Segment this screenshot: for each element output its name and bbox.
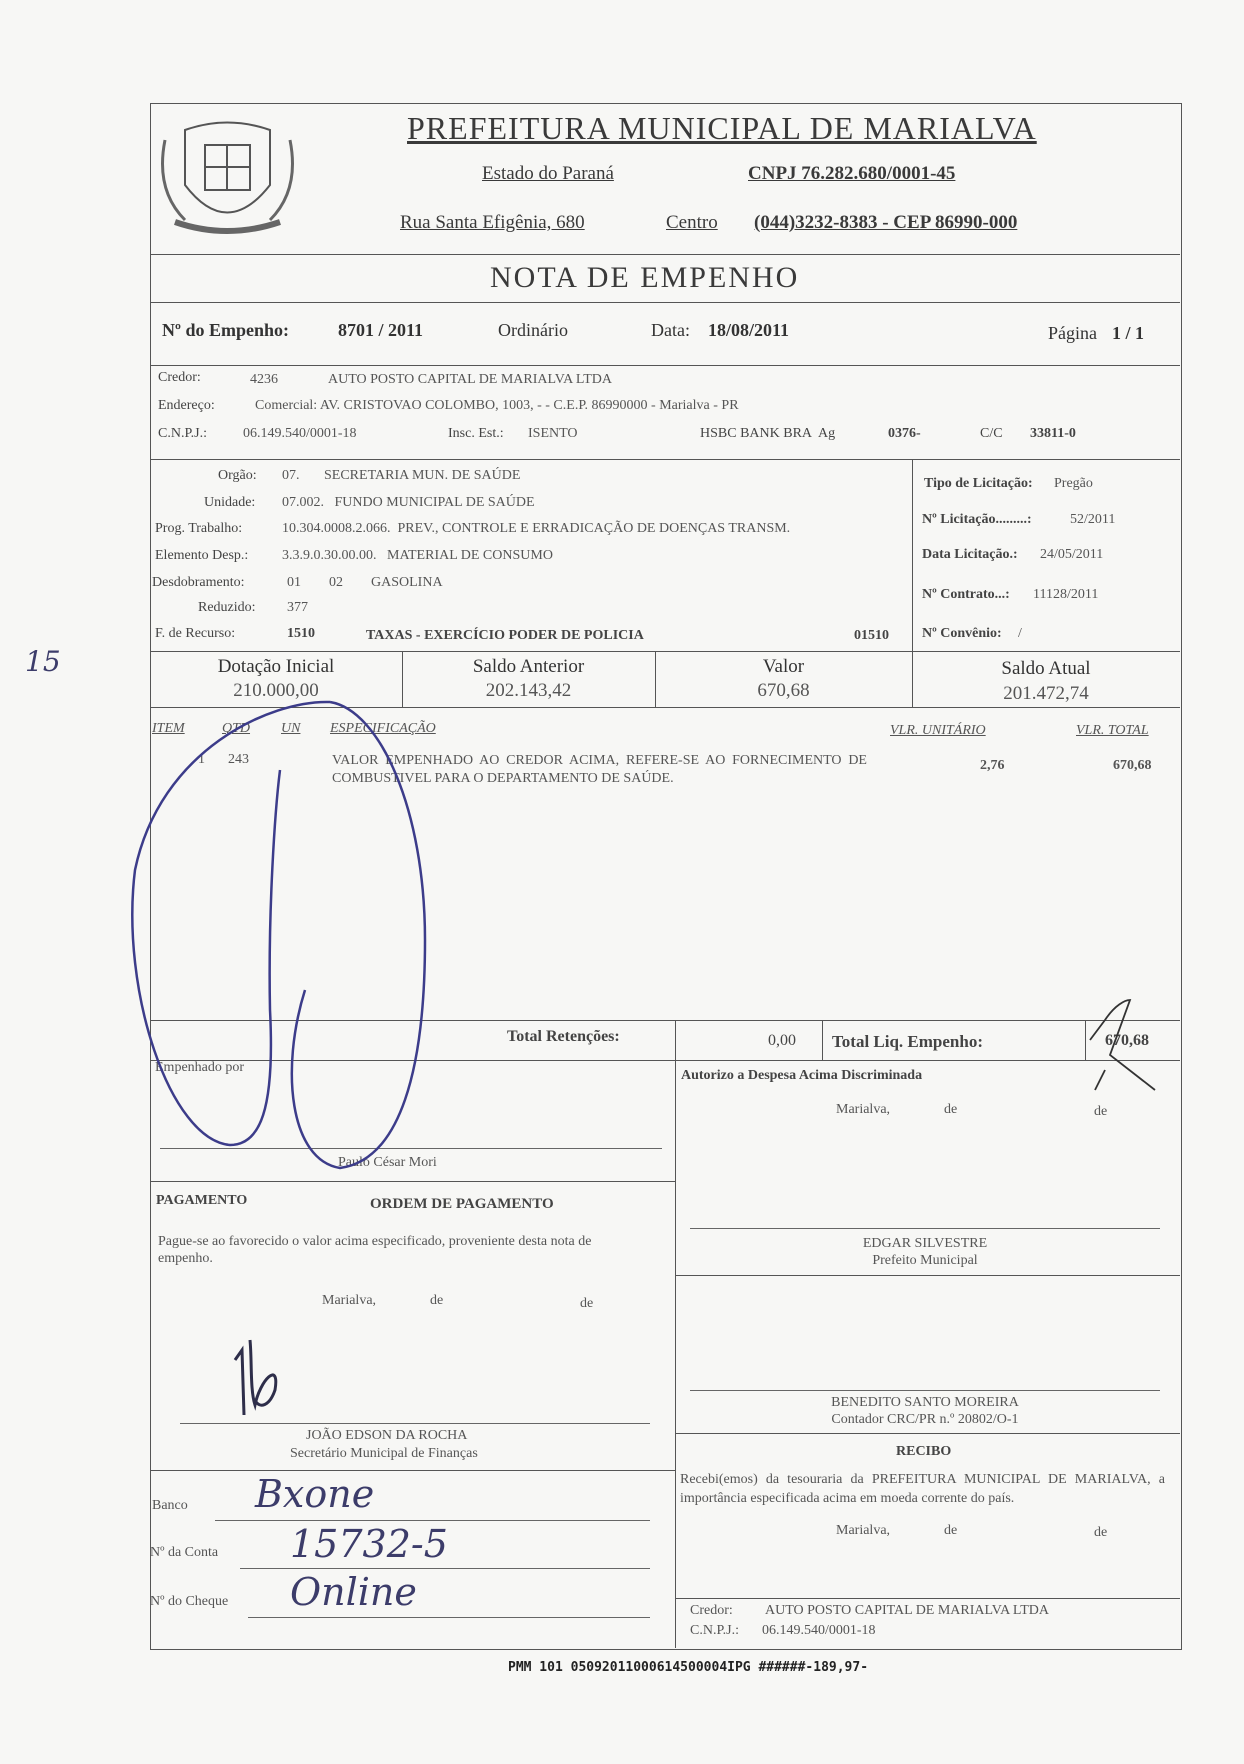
credor-name: AUTO POSTO CAPITAL DE MARIALVA LTDA bbox=[328, 372, 612, 387]
desdobramento-label: Desdobramento: bbox=[152, 575, 245, 590]
recibo-credor-label: Credor: bbox=[690, 1603, 733, 1618]
saldo-atual-value: 201.472,74 bbox=[1003, 683, 1089, 704]
valor-label: Valor bbox=[762, 656, 805, 677]
tipo-licitacao-value: Pregão bbox=[1054, 476, 1093, 491]
empenho-date: 18/08/2011 bbox=[708, 320, 790, 340]
margin-note: 15 bbox=[25, 645, 61, 678]
recurso-value: 1510 bbox=[287, 626, 315, 641]
agency-value: 0376- bbox=[888, 426, 921, 441]
account-label: C/C bbox=[980, 426, 1003, 441]
coat-of-arms-icon bbox=[155, 110, 300, 250]
credor-cnpj: 06.149.540/0001-18 bbox=[243, 426, 357, 441]
header-state: Estado do Paraná bbox=[482, 163, 614, 184]
pagamento-de1: de bbox=[430, 1293, 444, 1308]
empenhado-name: Paulo César Mori bbox=[338, 1155, 437, 1170]
unidade-label: Unidade: bbox=[204, 495, 256, 510]
ordem-pagamento-label: ORDEM DE PAGAMENTO bbox=[370, 1196, 554, 1212]
joao-edson-role: Secretário Municipal de Finanças bbox=[290, 1446, 478, 1461]
empenho-date-label: Data: bbox=[651, 320, 690, 340]
prog-label: Prog. Trabalho: bbox=[155, 521, 243, 536]
saldo-atual-label: Saldo Atual bbox=[1001, 658, 1091, 679]
recibo-cnpj-value: 06.149.540/0001-18 bbox=[762, 1623, 876, 1638]
doc-title: NOTA DE EMPENHO bbox=[490, 261, 800, 294]
liq-value: 670,68 bbox=[1105, 1032, 1149, 1049]
empenhado-label: Empenhado por bbox=[155, 1060, 245, 1075]
joao-edson-name: JOÃO EDSON DA ROCHA bbox=[306, 1428, 468, 1443]
page-label: Página bbox=[1048, 323, 1097, 343]
header-cnpj: CNPJ 76.282.680/0001-45 bbox=[748, 163, 956, 184]
convenio-label: Nº Convênio: bbox=[922, 626, 1002, 641]
header-title: PREFEITURA MUNICIPAL DE MARIALVA bbox=[407, 110, 1037, 146]
credor-code: 4236 bbox=[250, 372, 278, 387]
num-licitacao-label: Nº Licitação.........: bbox=[922, 512, 1032, 527]
account-value: 33811-0 bbox=[1030, 426, 1076, 441]
col-vlr-total: VLR. TOTAL bbox=[1076, 723, 1149, 738]
empenho-number: 8701 / 2011 bbox=[338, 320, 424, 340]
row-qtd: 243 bbox=[228, 752, 249, 767]
prog-value: 10.304.0008.2.066. PREV., CONTROLE E ERRADICAÇÃO DE DOENÇAS TRANSM. bbox=[282, 521, 791, 536]
credor-label: Credor: bbox=[158, 370, 201, 385]
recibo-credor-value: AUTO POSTO CAPITAL DE MARIALVA LTDA bbox=[765, 1603, 1049, 1618]
cheque-value: Online bbox=[290, 1570, 417, 1614]
num-licitacao-value: 52/2011 bbox=[1070, 512, 1116, 527]
valor-value: 670,68 bbox=[757, 680, 810, 701]
check-mark-icon bbox=[1085, 995, 1160, 1095]
prefeito-role: Prefeito Municipal bbox=[872, 1253, 978, 1268]
initials-signature-icon bbox=[220, 1320, 300, 1420]
dotacao-inicial-label: Dotação Inicial bbox=[217, 656, 335, 677]
tipo-licitacao-label: Tipo de Licitação: bbox=[924, 476, 1033, 491]
agency-label: Ag bbox=[818, 426, 836, 441]
recibo-cnpj-label: C.N.P.J.: bbox=[690, 1623, 740, 1638]
credor-address: Comercial: AV. CRISTOVAO COLOMBO, 1003, - - C.E.P. 86990000 - Marialva - PR bbox=[255, 398, 739, 413]
elemento-label: Elemento Desp.: bbox=[155, 548, 249, 563]
saldo-anterior-value: 202.143,42 bbox=[485, 680, 572, 701]
reduzido-value: 377 bbox=[287, 600, 308, 615]
col-qtd: QTD bbox=[222, 721, 251, 736]
convenio-value: / bbox=[1018, 626, 1022, 641]
header-phone-cep: (044)3232-8383 - CEP 86990-000 bbox=[754, 212, 1018, 233]
recurso-code: 01510 bbox=[854, 628, 889, 643]
empenho-type: Ordinário bbox=[498, 320, 568, 340]
insc-value: ISENTO bbox=[528, 426, 578, 441]
credor-cnpj-label: C.N.P.J.: bbox=[158, 426, 208, 441]
row-total: 670,68 bbox=[1113, 758, 1152, 773]
recibo-label: RECIBO bbox=[896, 1444, 952, 1459]
conta-value: 15732-5 bbox=[290, 1522, 448, 1566]
recibo-de2: de bbox=[1094, 1525, 1108, 1540]
contador-name: BENEDITO SANTO MOREIRA bbox=[831, 1395, 1019, 1410]
retencoes-value: 0,00 bbox=[768, 1032, 796, 1049]
pagamento-place: Marialva, bbox=[322, 1293, 377, 1308]
header-district: Centro bbox=[666, 212, 718, 233]
address-label: Endereço: bbox=[158, 398, 215, 413]
recibo-de1: de bbox=[944, 1523, 958, 1538]
row-desc: VALOR EMPENHADO AO CREDOR ACIMA, REFERE-SE AO FORNECIMENTO DE COMBUSTIVEL PARA O DEPARTAMENTO DE SAÚDE. bbox=[332, 753, 867, 786]
contador-role: Contador CRC/PR n.º 20802/O-1 bbox=[831, 1412, 1019, 1427]
data-licitacao-label: Data Licitação.: bbox=[922, 547, 1018, 562]
bank-name: HSBC BANK BRA bbox=[700, 426, 813, 441]
pagamento-text: Pague-se ao favorecido o valor acima especificado, proveniente desta nota de empenho. bbox=[158, 1234, 592, 1266]
recibo-place: Marialva, bbox=[836, 1523, 891, 1538]
autorizo-de2: de bbox=[1094, 1104, 1108, 1119]
liq-label: Total Liq. Empenho: bbox=[832, 1032, 983, 1051]
autorizo-place: Marialva, bbox=[836, 1102, 891, 1117]
saldo-anterior-label: Saldo Anterior bbox=[472, 656, 585, 677]
col-un: UN bbox=[281, 721, 301, 736]
row-unit: 2,76 bbox=[980, 758, 1005, 773]
footer-code: PMM 101 05092011000614500004IPG ######-189,97- bbox=[508, 1660, 869, 1675]
orgao-value: 07. SECRETARIA MUN. DE SAÚDE bbox=[282, 468, 521, 483]
desdobramento-value: 01 02 GASOLINA bbox=[287, 575, 443, 590]
pagamento-de2: de bbox=[580, 1296, 594, 1311]
empenho-label: Nº do Empenho: bbox=[162, 320, 289, 340]
recibo-text: Recebi(emos) da tesouraria da PREFEITURA MUNICIPAL DE MARIALVA, a importância especificada acima em moeda corrente do país. bbox=[680, 1472, 1165, 1506]
pagamento-label: PAGAMENTO bbox=[156, 1193, 248, 1208]
data-licitacao-value: 24/05/2011 bbox=[1040, 547, 1104, 562]
col-vlr-unitario: VLR. UNITÁRIO bbox=[890, 723, 986, 738]
contrato-value: 11128/2011 bbox=[1033, 587, 1099, 602]
header-street: Rua Santa Efigênia, 680 bbox=[400, 212, 585, 233]
autorizo-label: Autorizo a Despesa Acima Discriminada bbox=[681, 1068, 923, 1083]
reduzido-label: Reduzido: bbox=[198, 600, 256, 615]
autorizo-de1: de bbox=[944, 1102, 958, 1117]
conta-label: Nº da Conta bbox=[150, 1545, 219, 1560]
retencoes-label: Total Retenções: bbox=[507, 1028, 620, 1045]
recurso-desc: TAXAS - EXERCÍCIO PODER DE POLICIA bbox=[366, 628, 644, 643]
banco-value: Bxone bbox=[255, 1472, 375, 1516]
cheque-label: Nº do Cheque bbox=[150, 1594, 229, 1609]
page-number: 1 / 1 bbox=[1112, 323, 1145, 343]
orgao-label: Orgão: bbox=[218, 468, 257, 483]
recurso-label: F. de Recurso: bbox=[155, 626, 236, 641]
contrato-label: Nº Contrato...: bbox=[922, 587, 1010, 602]
dotacao-inicial-value: 210.000,00 bbox=[233, 680, 319, 701]
elemento-value: 3.3.9.0.30.00.00. MATERIAL DE CONSUMO bbox=[282, 548, 553, 563]
col-especificacao: ESPECIFICAÇÃO bbox=[330, 721, 436, 736]
banco-label: Banco bbox=[152, 1498, 188, 1513]
insc-label: Insc. Est.: bbox=[448, 426, 504, 441]
prefeito-name: EDGAR SILVESTRE bbox=[862, 1236, 988, 1251]
row-item: 1 bbox=[198, 752, 205, 767]
unidade-value: 07.002. FUNDO MUNICIPAL DE SAÚDE bbox=[282, 495, 535, 510]
handwritten-signature-icon bbox=[130, 690, 450, 1170]
col-item: ITEM bbox=[152, 721, 185, 736]
